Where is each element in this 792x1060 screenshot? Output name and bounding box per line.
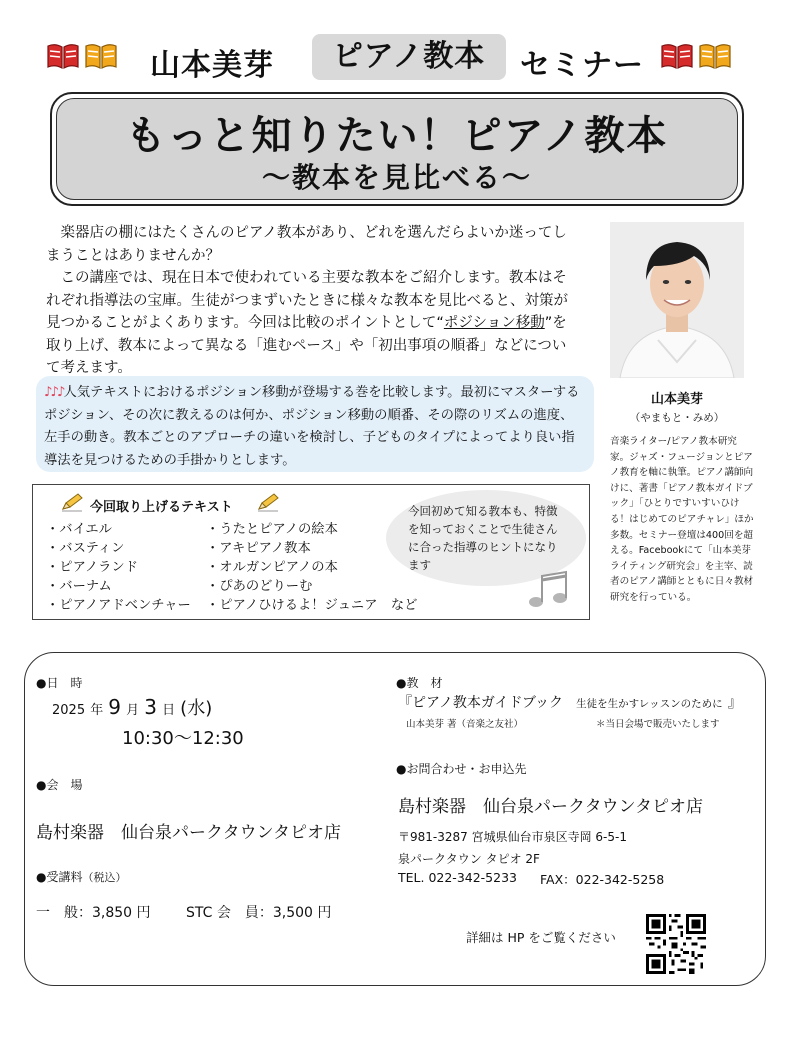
intro-paragraph-1: 楽器店の棚にはたくさんのピアノ教本があり、どれを選んだらよいか迷ってしまうことはありませんか？: [46, 225, 567, 264]
intro-text-part: を取り上げ、教本によって異なる「進むペース」や「初出事項の順番」などについて考えます。: [46, 315, 567, 376]
keyword-position-move: ポジション移動: [443, 315, 545, 331]
venue-label: ●会 場: [36, 778, 83, 792]
orange-book-icon: [84, 42, 118, 70]
header-tag: ピアノ教本: [312, 34, 506, 80]
fee-general: 一 般：3,850 円: [36, 905, 151, 921]
date-label: ●日 時: [36, 676, 83, 690]
list-item: ・アキピアノ教本: [206, 541, 311, 556]
fee-label: ●受講料: [36, 870, 83, 884]
day: 3: [144, 695, 157, 719]
quote-mark: ”: [544, 315, 553, 331]
red-book-icon: [660, 42, 694, 70]
instructor-photo: [610, 222, 744, 378]
quote-mark: “: [436, 315, 444, 331]
weekday: (水): [180, 698, 213, 719]
list-item: ・バイエル: [46, 522, 112, 537]
music-notes-icon: ♪♪♪: [44, 385, 64, 400]
year: 2025: [52, 703, 86, 718]
event-date: [52, 694, 212, 720]
music-note-icon: [526, 568, 574, 612]
book-note: ＊当日会場で販売いたします: [596, 719, 720, 730]
website-note: 詳細は HP をご覧ください: [466, 930, 616, 945]
list-item: ・オルガンピアノの本: [206, 560, 338, 575]
summary-body: 人気テキストにおけるポジション移動が登場する巻を比較します。最初にマスターするポジション、その次に教えるのは何か、ポジション移動の順番、その際のリズムの進度、左手の動き。教本ごとのアプローチの違いを検討し、子どものタイプによってより良い指導法を見つけるための手掛かりとします。: [44, 385, 580, 468]
list-item: ・ぴあのどりーむ: [206, 579, 313, 594]
texts-title: 今回取り上げるテキスト: [90, 500, 233, 515]
list-item: ・ピアノひけるよ！ジュニア など: [206, 598, 418, 613]
intro-text: [46, 222, 576, 380]
pencil-icon: [256, 492, 280, 512]
intro-text-part: この講座では、現在日本で使われている主要な教本をご紹介します。教本はそれぞれ指導法の宝庫。生徒がつまずいたときに様々な教本を見比べると、対策が見つかることがよくあります。今回は比較のポイントとして: [46, 270, 568, 331]
list-item: ・バスティン: [46, 541, 125, 556]
list-item: ・ピアノアドベンチャー: [46, 598, 191, 613]
bubble-text: 今回初めて知る教本も、特徴を知っておくことで生徒さんに合った指導のヒントになります: [408, 504, 558, 572]
header-seminar: セミナー: [520, 48, 644, 83]
fee-member: STC 会 員：3,500 円: [186, 905, 332, 921]
address-line-2: 泉パークタウン タピオ 2F: [398, 852, 540, 866]
book-title: 『ピアノ教本ガイドブック: [398, 695, 564, 711]
event-time: 10:30～12:30: [122, 728, 244, 749]
venue-name: 島村楽器 仙台泉パークタウンタピオ店: [36, 823, 341, 843]
fee-note: （税込）: [82, 871, 127, 884]
contact-label: ●お問合わせ・お申込先: [396, 762, 527, 776]
book-title-line: [398, 692, 742, 712]
books-icon-left: [46, 42, 118, 70]
materials-label: ●教 材: [396, 676, 443, 690]
month-unit: 月: [126, 703, 140, 718]
texts-list-left: [46, 520, 216, 615]
year-unit: 年: [90, 703, 104, 718]
tel: TEL. 022-342-5233: [398, 870, 517, 885]
profile-bio: 音楽ライター/ピアノ教本研究家。ジャズ・フュージョンとピアノ教育を軸に執筆。ピアノ講師向けに、著書「ピアノ教本ガイドブック」「ひとりですいすいひける！はじめてのピアチャレ」ほか多数。セミナー登壇は400回を超える。Facebookにて「山本美芽ライティング研究会」を主宰、読者のピアノ講師とともに日々教材研究を行っている。: [610, 436, 754, 603]
book-author: 山本美芽 著（音楽之友社）: [406, 719, 524, 730]
orange-book-icon: [698, 42, 732, 70]
books-icon-right: [660, 42, 732, 70]
intro-paragraph-2: [46, 267, 576, 380]
fax: FAX：022-342-5258: [540, 872, 665, 887]
list-item: ・バーナム: [46, 579, 112, 594]
pencil-icon: [60, 492, 84, 512]
summary-text: [44, 382, 584, 472]
page-subtitle: ～教本を見比べる～: [261, 161, 532, 194]
header-name: 山本美芽: [150, 48, 274, 83]
list-item: ・うたとピアノの絵本: [206, 522, 338, 537]
book-title-close: 』: [727, 695, 742, 711]
list-item: ・ピアノランド: [46, 560, 139, 575]
red-book-icon: [46, 42, 80, 70]
book-subtitle: 生徒を生かすレッスンのために: [576, 698, 723, 710]
address-line-1: 〒981-3287 宮城県仙台市泉区寺岡 6-5-1: [398, 830, 627, 844]
page-title: もっと知りたい！ピアノ教本: [125, 113, 669, 159]
fee-label-group: [36, 868, 126, 885]
profile-name: 山本美芽: [650, 392, 703, 407]
day-unit: 日: [162, 703, 176, 718]
month: 9: [108, 695, 122, 719]
profile-reading: （やまもと・みめ）: [629, 412, 725, 424]
qr-code[interactable]: [646, 914, 706, 974]
contact-store: 島村楽器 仙台泉パークタウンタピオ店: [398, 797, 703, 817]
